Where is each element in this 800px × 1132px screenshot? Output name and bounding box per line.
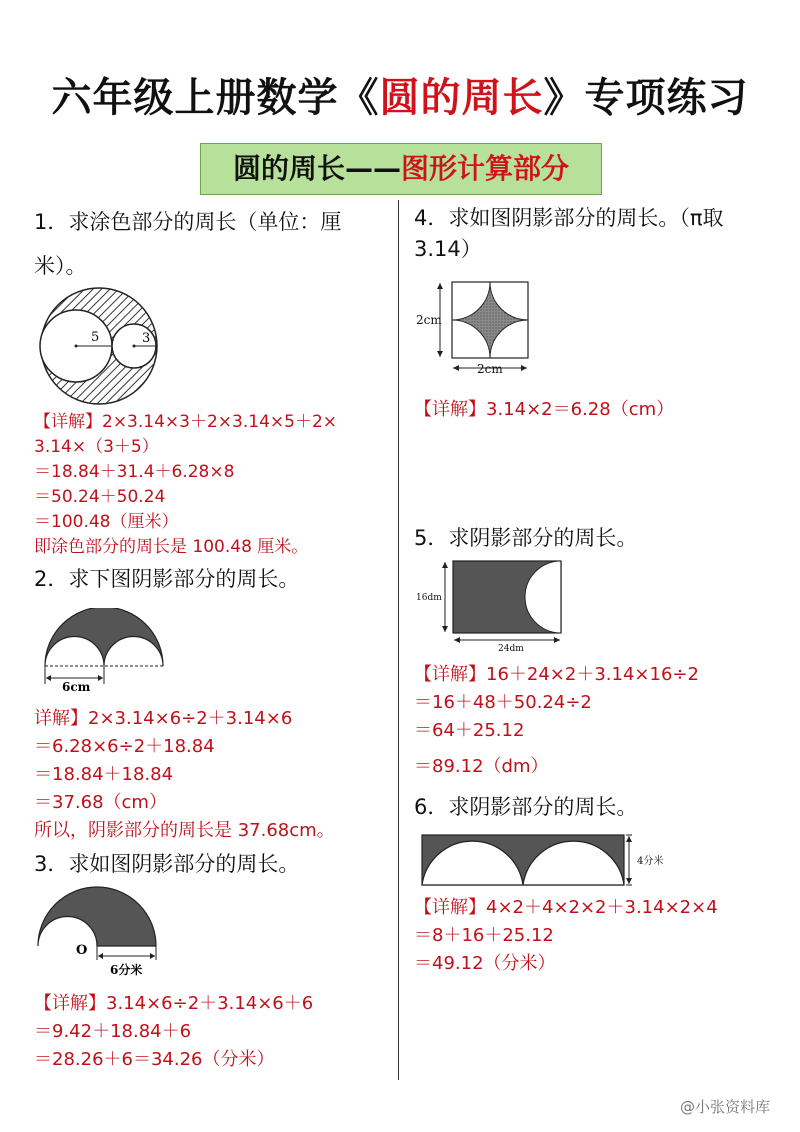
q1-text-line2: 米）。	[34, 254, 87, 278]
q4-label-side-v: 2cm	[416, 313, 442, 327]
q3-answer-line: ＝9.42＋18.84＋6	[34, 1021, 192, 1042]
q6-text: 6．求阴影部分的周长。	[414, 795, 638, 819]
q5-label-height: 16dm	[416, 593, 442, 603]
q3-text: 3．求如图阴影部分的周长。	[34, 852, 300, 876]
q5-answer	[414, 661, 699, 781]
q6-label-height: 4分米	[637, 856, 664, 867]
q2-answer	[34, 705, 335, 845]
subtitle-prefix: 圆的周长——	[232, 152, 401, 185]
section-subtitle	[200, 143, 602, 195]
q5-answer-line: ＝16＋48＋50.24÷2	[414, 692, 592, 713]
q1-label-r-big: 5	[91, 330, 100, 345]
watermark: @小张资料库	[679, 1098, 770, 1116]
q6-answer	[414, 894, 718, 978]
q1-answer-line: ＝100.48（厘米）	[34, 512, 179, 532]
title-highlight: 圆的周长	[379, 75, 544, 121]
q5-text: 5．求阴影部分的周长。	[414, 526, 638, 550]
q3-figure	[34, 882, 174, 986]
q3-answer-line: 【详解】3.14×6÷2＋3.14×6＋6	[34, 993, 314, 1014]
q5-answer-line: ＝64＋25.12	[414, 720, 525, 741]
q1-text-line1: 1．求涂色部分的周长（单位：厘	[34, 210, 342, 234]
q2-shaded-region	[45, 608, 163, 666]
q1-label-r-small: 3	[142, 331, 151, 346]
q6-answer-line: ＝8＋16＋25.12	[414, 925, 554, 946]
q1-answer-line: 3.14×（3＋5）	[34, 437, 159, 457]
q6-answer-line: ＝49.12（分米）	[414, 953, 556, 974]
q4-answer-line: 【详解】3.14×2＝6.28（cm）	[414, 399, 675, 420]
column-divider	[398, 200, 399, 1080]
q3-answer	[34, 990, 313, 1074]
q4-text-line1: 4．求如图阴影部分的周长。（π取	[414, 206, 724, 230]
q4-answer	[414, 396, 674, 424]
q6-figure	[418, 830, 688, 890]
q1-answer-line: ＝18.84＋31.4＋6.28×8	[34, 462, 235, 482]
q2-label-width: 6cm	[62, 680, 91, 692]
q1-answer-line: ＝50.24＋50.24	[34, 487, 166, 507]
q1-answer	[34, 410, 337, 560]
q1-answer-line: 【详解】2×3.14×3＋2×3.14×5＋2×	[34, 412, 338, 432]
q3-answer-line: ＝28.26＋6＝34.26（分米）	[34, 1049, 275, 1070]
q1-answer-line: 即涂色部分的周长是 100.48 厘米。	[34, 537, 309, 557]
q2-answer-line: ＝6.28×6÷2＋18.84	[34, 736, 215, 757]
q1-figure	[36, 286, 166, 406]
title-suffix: 》专项练习	[543, 75, 749, 121]
q2-answer-line: 所以，阴影部分的周长是 37.68cm。	[34, 820, 335, 841]
q5-label-width: 24dm	[498, 644, 524, 654]
q2-text: 2．求下图阴影部分的周长。	[34, 567, 300, 591]
q2-answer-line: ＝37.68（cm）	[34, 792, 167, 813]
subtitle-highlight: 图形计算部分	[401, 152, 570, 185]
q5-answer-line: ＝89.12（dm）	[414, 756, 549, 777]
q6-answer-line: 【详解】4×2＋4×2×2＋3.14×2×4	[414, 897, 718, 918]
q2-answer-line: ＝18.84＋18.84	[34, 764, 174, 785]
q4-figure	[414, 276, 534, 380]
q5-figure	[414, 556, 574, 656]
q2-figure	[40, 608, 170, 692]
q3-label-width: 6分米	[110, 963, 143, 977]
q4-label-side-h: 2cm	[477, 362, 503, 376]
q2-answer-line: 详解】2×3.14×6÷2＋3.14×6	[34, 708, 293, 729]
q3-label-center: O	[76, 943, 88, 958]
q5-answer-line: 【详解】16＋24×2＋3.14×16÷2	[414, 664, 699, 685]
title-prefix: 六年级上册数学《	[51, 75, 380, 121]
q3-shaded-region	[38, 887, 156, 946]
page-title	[0, 66, 800, 123]
q4-text-line2: 3.14）	[414, 237, 482, 261]
